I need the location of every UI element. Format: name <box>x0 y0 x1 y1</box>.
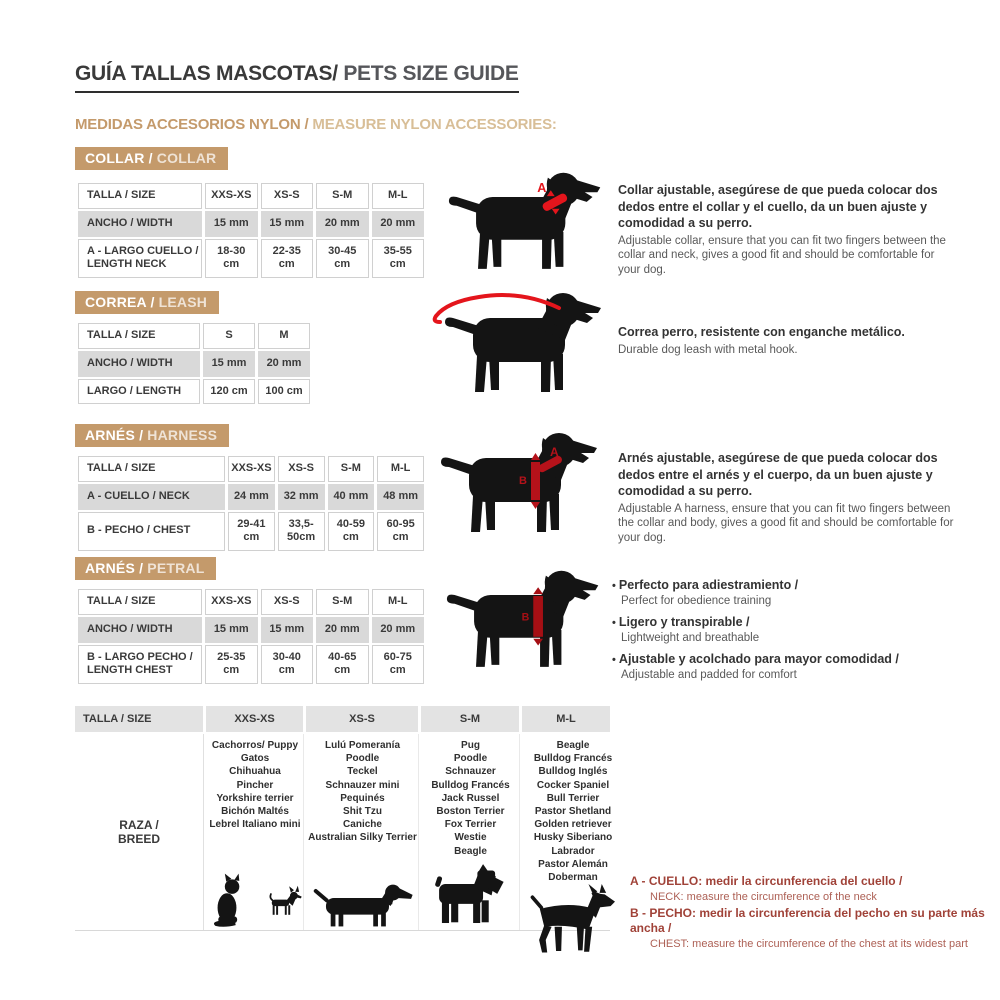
table-header-cell: XXS-XS <box>205 183 258 209</box>
harness-size-table <box>75 454 427 553</box>
breed-item: Yorkshire terrier <box>216 792 294 804</box>
table-cell: 22-35 cm <box>261 239 314 279</box>
breed-header-m-l: M-L <box>522 706 610 732</box>
table-row-label: LARGO / LENGTH <box>78 379 200 405</box>
table-cell: 29-41 cm <box>228 512 275 552</box>
breed-item: Pastor Shetland <box>534 805 612 817</box>
note-es: B - PECHO: medir la circunferencia del pecho en su parte más ancha / <box>630 905 985 936</box>
svg-text:B: B <box>519 475 527 487</box>
breed-item: Husky Siberiano <box>533 832 613 844</box>
table-header-cell: S <box>203 323 255 349</box>
table-cell: 35-55 cm <box>372 239 425 279</box>
breed-item: Westie <box>454 832 487 844</box>
table-cell: 60-95 cm <box>377 512 424 552</box>
breed-column-s-m <box>422 734 520 930</box>
dog-harness-illustration <box>437 426 607 536</box>
table-header-cell: S-M <box>316 183 369 209</box>
breed-item: Jack Russel <box>441 792 500 804</box>
petral-size-table <box>75 587 427 686</box>
table-header-cell: TALLA / SIZE <box>78 589 202 615</box>
schnauzer-silhouette-icon <box>432 862 510 928</box>
leash-size-table <box>75 321 313 406</box>
table-cell: 33,5-50cm <box>278 512 325 552</box>
breed-item: Bull Terrier <box>546 792 600 804</box>
page-subtitle <box>75 116 557 133</box>
breed-item: Schnauzer <box>445 766 496 778</box>
table-row-label: A - LARGO CUELLO / LENGTH NECK <box>78 239 202 279</box>
breed-row-label-es: RAZA / <box>119 818 159 832</box>
petral-features <box>612 576 960 687</box>
feature-es: • Ajustable y acolchado para mayor comodidad / <box>612 652 899 666</box>
table-cell: 15 mm <box>205 617 258 643</box>
section-badge-collar <box>75 147 228 170</box>
harness-desc-es: Arnés ajustable, asegúrese de que pueda colocar dos dedos entre el arnés y el cuerpo, da un buen ajuste y comodidad a su perro. <box>618 451 938 498</box>
doberman-silhouette-icon <box>523 884 623 954</box>
table-header-cell: S-M <box>328 456 375 482</box>
feature-en: Adjustable and padded for comfort <box>621 668 797 681</box>
table-row <box>78 645 424 685</box>
dog-leash-illustration <box>431 284 611 396</box>
harness-desc-en: Adjustable A harness, ensure that you can fit two fingers between the collar and body, gives a good fit and should be comfortable for your dog. <box>618 502 954 545</box>
feature-bullet <box>612 576 960 609</box>
breed-column-xxs-xs <box>207 734 304 930</box>
note-en: NECK: measure the circumference of the neck <box>650 890 877 903</box>
collar-size-table <box>75 181 427 280</box>
chihuahua-silhouette-icon <box>251 873 303 928</box>
breed-item: Fox Terrier <box>444 819 497 831</box>
table-header-row <box>78 323 310 349</box>
table-header-cell: M-L <box>372 183 425 209</box>
dog-leash-icon <box>431 284 611 396</box>
breed-item: Boston Terrier <box>436 805 505 817</box>
svg-text:B: B <box>521 611 530 624</box>
breed-item: Beagle <box>454 845 487 857</box>
dog-harness-icon <box>437 426 607 536</box>
table-row-label: ANCHO / WIDTH <box>78 211 202 237</box>
leash-desc-en: Durable dog leash with metal hook. <box>618 343 798 356</box>
table-header-cell: XS-S <box>261 183 314 209</box>
breed-header-xxs-xs: XXS-XS <box>206 706 303 732</box>
breed-item: Bichón Maltés <box>221 805 289 817</box>
breed-item: Bulldog Inglés <box>538 766 608 778</box>
breed-item: Golden retriever <box>534 819 612 831</box>
feature-bullet <box>612 613 960 646</box>
table-cell: 15 mm <box>261 617 314 643</box>
table-header-cell: XS-S <box>278 456 325 482</box>
svg-text:A: A <box>550 445 559 459</box>
dog-petral-icon <box>443 564 608 671</box>
badge-leash-es: CORREA / <box>85 294 155 310</box>
breed-item: Caniche <box>343 819 382 831</box>
table-cell: 30-40 cm <box>261 645 314 685</box>
table-header-cell: M-L <box>372 589 425 615</box>
breed-column-m-l <box>523 734 623 930</box>
table-cell: 15 mm <box>261 211 314 237</box>
breed-item: Teckel <box>347 766 378 778</box>
table-cell: 60-75 cm <box>372 645 425 685</box>
table-row-label: B - PECHO / CHEST <box>78 512 225 552</box>
page-title <box>75 62 519 93</box>
breed-header-xs-s: XS-S <box>306 706 418 732</box>
table-cell: 20 mm <box>258 351 310 377</box>
dog-collar-icon <box>445 166 610 273</box>
table-row <box>78 211 424 237</box>
svg-text:A: A <box>537 181 547 196</box>
table-header-cell: M <box>258 323 310 349</box>
cat-silhouette-icon <box>207 870 247 928</box>
table-header-cell: S-M <box>316 589 369 615</box>
breed-item: Cachorros/ Puppy <box>211 740 299 751</box>
breed-item: Poodle <box>345 753 380 765</box>
leash-desc-es: Correa perro, resistente con enganche metálico. <box>618 325 905 339</box>
table-cell: 15 mm <box>205 211 258 237</box>
breed-item: Labrador <box>551 845 595 857</box>
table-row <box>78 379 310 405</box>
table-cell: 20 mm <box>316 211 369 237</box>
breed-size-table <box>75 706 613 932</box>
table-row-label: A - CUELLO / NECK <box>78 484 225 510</box>
feature-en: Perfect for obedience training <box>621 595 772 607</box>
badge-collar-en: COLLAR <box>152 150 217 166</box>
table-cell: 15 mm <box>203 351 255 377</box>
table-header-row <box>78 456 424 482</box>
breed-item: Australian Silky Terrier <box>308 832 417 844</box>
harness-description <box>618 450 958 546</box>
dog-collar-illustration <box>445 166 610 273</box>
dog-petral-illustration <box>443 564 608 671</box>
section-badge-harness <box>75 424 229 447</box>
table-cell: 20 mm <box>372 211 425 237</box>
leash-description <box>618 324 948 357</box>
table-cell: 120 cm <box>203 379 255 405</box>
table-header-row <box>78 183 424 209</box>
table-cell: 40 mm <box>328 484 375 510</box>
breed-item: Pastor Alemán <box>538 858 608 870</box>
breed-item: Bulldog Francés <box>431 779 510 791</box>
breed-item: Doberman <box>548 871 598 883</box>
page-subtitle-en: MEASURE NYLON ACCESSORIES: <box>308 116 557 133</box>
page-title-es: GUÍA TALLAS MASCOTAS/ <box>75 62 338 85</box>
breed-item: Bulldog Francés <box>533 753 613 765</box>
note-es: A - CUELLO: medir la circunferencia del cuello / <box>630 874 903 888</box>
feature-es: • Perfecto para adiestramiento / <box>612 578 798 592</box>
breed-item: Poodle <box>453 753 488 765</box>
feature-bullet <box>612 650 960 683</box>
table-cell: 20 mm <box>316 617 369 643</box>
table-cell: 40-59 cm <box>328 512 375 552</box>
dachshund-silhouette-icon <box>311 876 415 928</box>
table-cell: 24 mm <box>228 484 275 510</box>
table-cell: 40-65 cm <box>316 645 369 685</box>
breed-header-talla-size: TALLA / SIZE <box>75 706 203 732</box>
breed-table-body <box>75 734 613 931</box>
table-header-cell: XXS-XS <box>205 589 258 615</box>
table-row <box>78 484 424 510</box>
section-badge-leash <box>75 291 219 314</box>
breed-item: Chihuahua <box>229 766 281 778</box>
breed-row-label <box>75 734 204 930</box>
collar-desc-es: Collar ajustable, asegúrese de que pueda colocar dos dedos entre el collar y el cuello, da un buen ajuste y comodidad a su perro. <box>618 183 938 230</box>
badge-collar-es: COLLAR / <box>85 150 153 166</box>
breed-item: Shit Tzu <box>343 805 382 817</box>
breed-item: Schnauzer mini <box>325 779 400 791</box>
table-header-cell: TALLA / SIZE <box>78 456 225 482</box>
feature-es: • Ligero y transpirable / <box>612 615 750 629</box>
badge-harness-es: ARNÉS / <box>85 427 144 443</box>
measurement-notes <box>630 874 995 953</box>
breed-item: Cocker Spaniel <box>536 779 610 791</box>
table-cell: 32 mm <box>278 484 325 510</box>
table-header-cell: TALLA / SIZE <box>78 323 200 349</box>
badge-leash-en: LEASH <box>154 294 208 310</box>
table-header-row <box>78 589 424 615</box>
table-row-label: ANCHO / WIDTH <box>78 351 200 377</box>
table-row-label: B - LARGO PECHO / LENGTH CHEST <box>78 645 202 685</box>
table-cell: 20 mm <box>372 617 425 643</box>
table-row <box>78 351 310 377</box>
badge-harness-en: HARNESS <box>143 427 218 443</box>
table-header-cell: XS-S <box>261 589 314 615</box>
breed-item: Lebrel Italiano mini <box>209 819 301 831</box>
table-header-cell: M-L <box>377 456 424 482</box>
note-en: CHEST: measure the circumference of the chest at its widest part <box>650 938 968 951</box>
badge-petral-es: ARNÉS / <box>85 560 144 576</box>
feature-en: Lightweight and breathable <box>621 631 760 644</box>
page-title-en: PETS SIZE GUIDE <box>337 62 519 85</box>
table-row-label: ANCHO / WIDTH <box>78 617 202 643</box>
table-row <box>78 239 424 279</box>
breed-item: Gatos <box>240 753 270 765</box>
breed-item: Pincher <box>236 779 274 791</box>
breed-column-xs-s <box>307 734 419 930</box>
collar-desc-en: Adjustable collar, ensure that you can fit two fingers between the collar and neck, gives a good fit and should be comfortable for your dog. <box>618 234 946 277</box>
table-cell: 100 cm <box>258 379 310 405</box>
badge-petral-en: PETRAL <box>143 560 205 576</box>
breed-item: Pequinés <box>340 792 385 804</box>
breed-item: Lulú Pomeranía <box>324 740 400 751</box>
table-header-cell: TALLA / SIZE <box>78 183 202 209</box>
table-row <box>78 617 424 643</box>
table-row <box>78 512 424 552</box>
table-header-cell: XXS-XS <box>228 456 275 482</box>
breed-item: Beagle <box>556 740 590 751</box>
page-subtitle-es: MEDIDAS ACCESORIOS NYLON / <box>75 116 309 133</box>
table-cell: 48 mm <box>377 484 424 510</box>
section-badge-petral <box>75 557 216 580</box>
breed-row-label-en: BREED <box>117 832 160 846</box>
collar-description <box>618 182 948 278</box>
table-cell: 25-35 cm <box>205 645 258 685</box>
breed-header-s-m: S-M <box>421 706 519 732</box>
table-cell: 18-30 cm <box>205 239 258 279</box>
breed-table-header <box>75 706 610 732</box>
table-cell: 30-45 cm <box>316 239 369 279</box>
breed-item: Pug <box>461 740 480 751</box>
